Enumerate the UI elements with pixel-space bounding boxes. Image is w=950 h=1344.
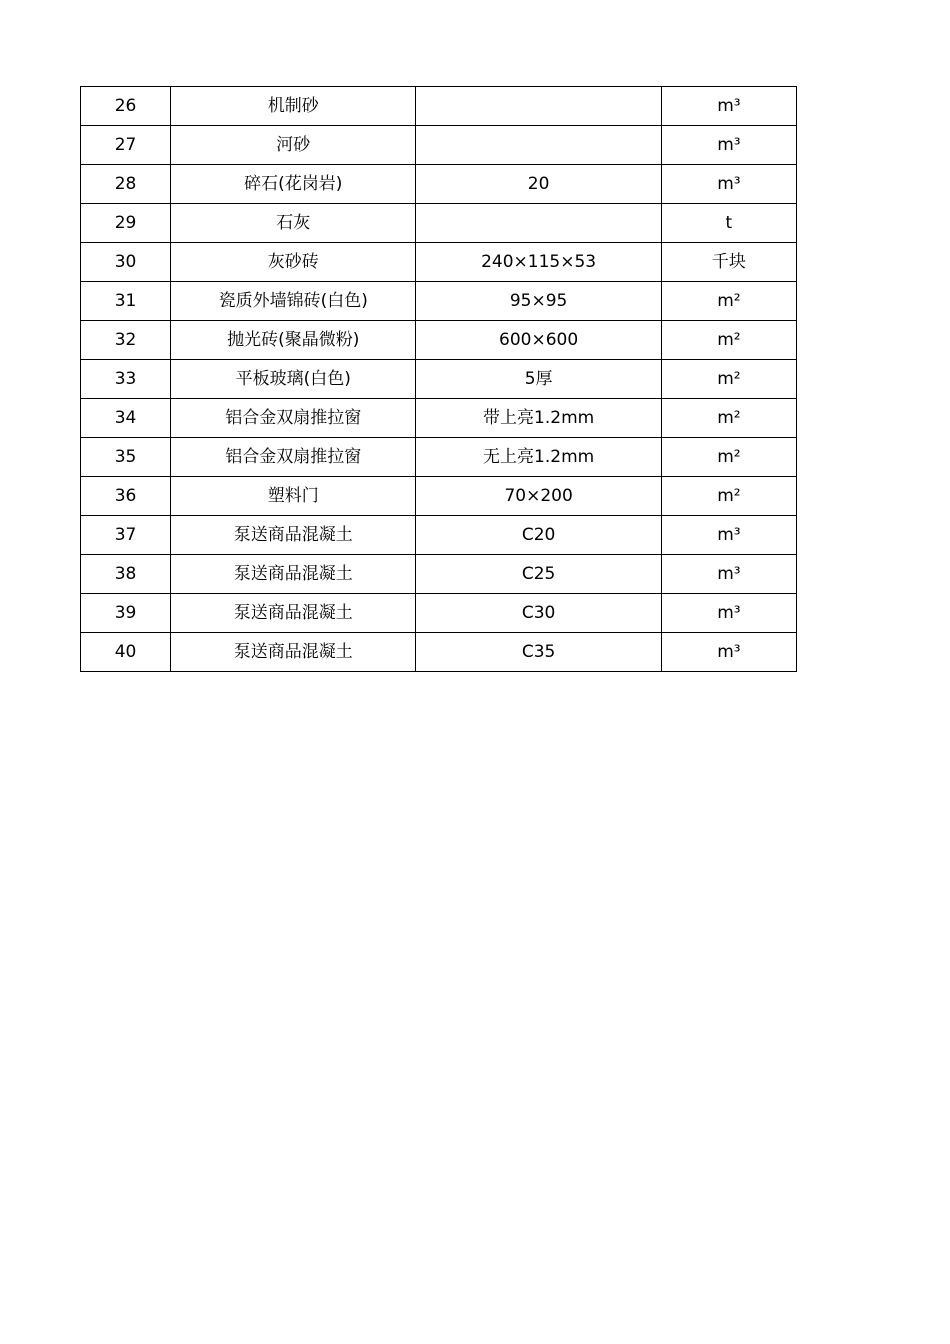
specification-cell: 无上亮1.2mm (416, 438, 661, 477)
unit-cell: m² (661, 321, 796, 360)
specification-cell: 70×200 (416, 477, 661, 516)
material-name-cell: 泵送商品混凝土 (171, 555, 416, 594)
unit-cell: 千块 (661, 243, 796, 282)
row-number-cell: 40 (81, 633, 171, 672)
row-number-cell: 26 (81, 87, 171, 126)
row-number-cell: 31 (81, 282, 171, 321)
unit-cell: m³ (661, 594, 796, 633)
specification-cell: 带上亮1.2mm (416, 399, 661, 438)
material-name-cell: 铝合金双扇推拉窗 (171, 399, 416, 438)
material-name-cell: 碎石(花岗岩) (171, 165, 416, 204)
unit-cell: m² (661, 360, 796, 399)
row-number-cell: 38 (81, 555, 171, 594)
material-name-cell: 铝合金双扇推拉窗 (171, 438, 416, 477)
unit-cell: m² (661, 438, 796, 477)
table-row (81, 243, 797, 282)
table-row (81, 555, 797, 594)
specification-cell: C35 (416, 633, 661, 672)
material-name-cell: 泵送商品混凝土 (171, 633, 416, 672)
row-number-cell: 32 (81, 321, 171, 360)
specification-cell: 20 (416, 165, 661, 204)
material-name-cell: 灰砂砖 (171, 243, 416, 282)
materials-table (80, 86, 797, 672)
unit-cell: m³ (661, 165, 796, 204)
specification-cell: 600×600 (416, 321, 661, 360)
table-row (81, 87, 797, 126)
material-name-cell: 石灰 (171, 204, 416, 243)
table-row (81, 204, 797, 243)
table-row (81, 516, 797, 555)
table-row (81, 594, 797, 633)
unit-cell: m³ (661, 126, 796, 165)
unit-cell: m² (661, 282, 796, 321)
specification-cell: 240×115×53 (416, 243, 661, 282)
row-number-cell: 37 (81, 516, 171, 555)
materials-table-body (81, 87, 797, 672)
material-name-cell: 抛光砖(聚晶微粉) (171, 321, 416, 360)
unit-cell: m³ (661, 516, 796, 555)
table-row (81, 399, 797, 438)
table-row (81, 282, 797, 321)
table-row (81, 477, 797, 516)
specification-cell: C25 (416, 555, 661, 594)
material-name-cell: 泵送商品混凝土 (171, 594, 416, 633)
row-number-cell: 30 (81, 243, 171, 282)
table-row (81, 126, 797, 165)
specification-cell: 95×95 (416, 282, 661, 321)
table-row (81, 321, 797, 360)
unit-cell: m² (661, 477, 796, 516)
material-name-cell: 机制砂 (171, 87, 416, 126)
row-number-cell: 36 (81, 477, 171, 516)
row-number-cell: 33 (81, 360, 171, 399)
specification-cell (416, 204, 661, 243)
material-name-cell: 瓷质外墙锦砖(白色) (171, 282, 416, 321)
row-number-cell: 35 (81, 438, 171, 477)
specification-cell (416, 126, 661, 165)
row-number-cell: 39 (81, 594, 171, 633)
row-number-cell: 28 (81, 165, 171, 204)
material-name-cell: 泵送商品混凝土 (171, 516, 416, 555)
unit-cell: t (661, 204, 796, 243)
material-name-cell: 平板玻璃(白色) (171, 360, 416, 399)
table-row (81, 633, 797, 672)
unit-cell: m³ (661, 633, 796, 672)
specification-cell (416, 87, 661, 126)
unit-cell: m² (661, 399, 796, 438)
row-number-cell: 34 (81, 399, 171, 438)
table-row (81, 438, 797, 477)
specification-cell: C20 (416, 516, 661, 555)
unit-cell: m³ (661, 555, 796, 594)
material-name-cell: 河砂 (171, 126, 416, 165)
specification-cell: 5厚 (416, 360, 661, 399)
specification-cell: C30 (416, 594, 661, 633)
unit-cell: m³ (661, 87, 796, 126)
row-number-cell: 27 (81, 126, 171, 165)
table-row (81, 165, 797, 204)
material-name-cell: 塑料门 (171, 477, 416, 516)
row-number-cell: 29 (81, 204, 171, 243)
table-row (81, 360, 797, 399)
